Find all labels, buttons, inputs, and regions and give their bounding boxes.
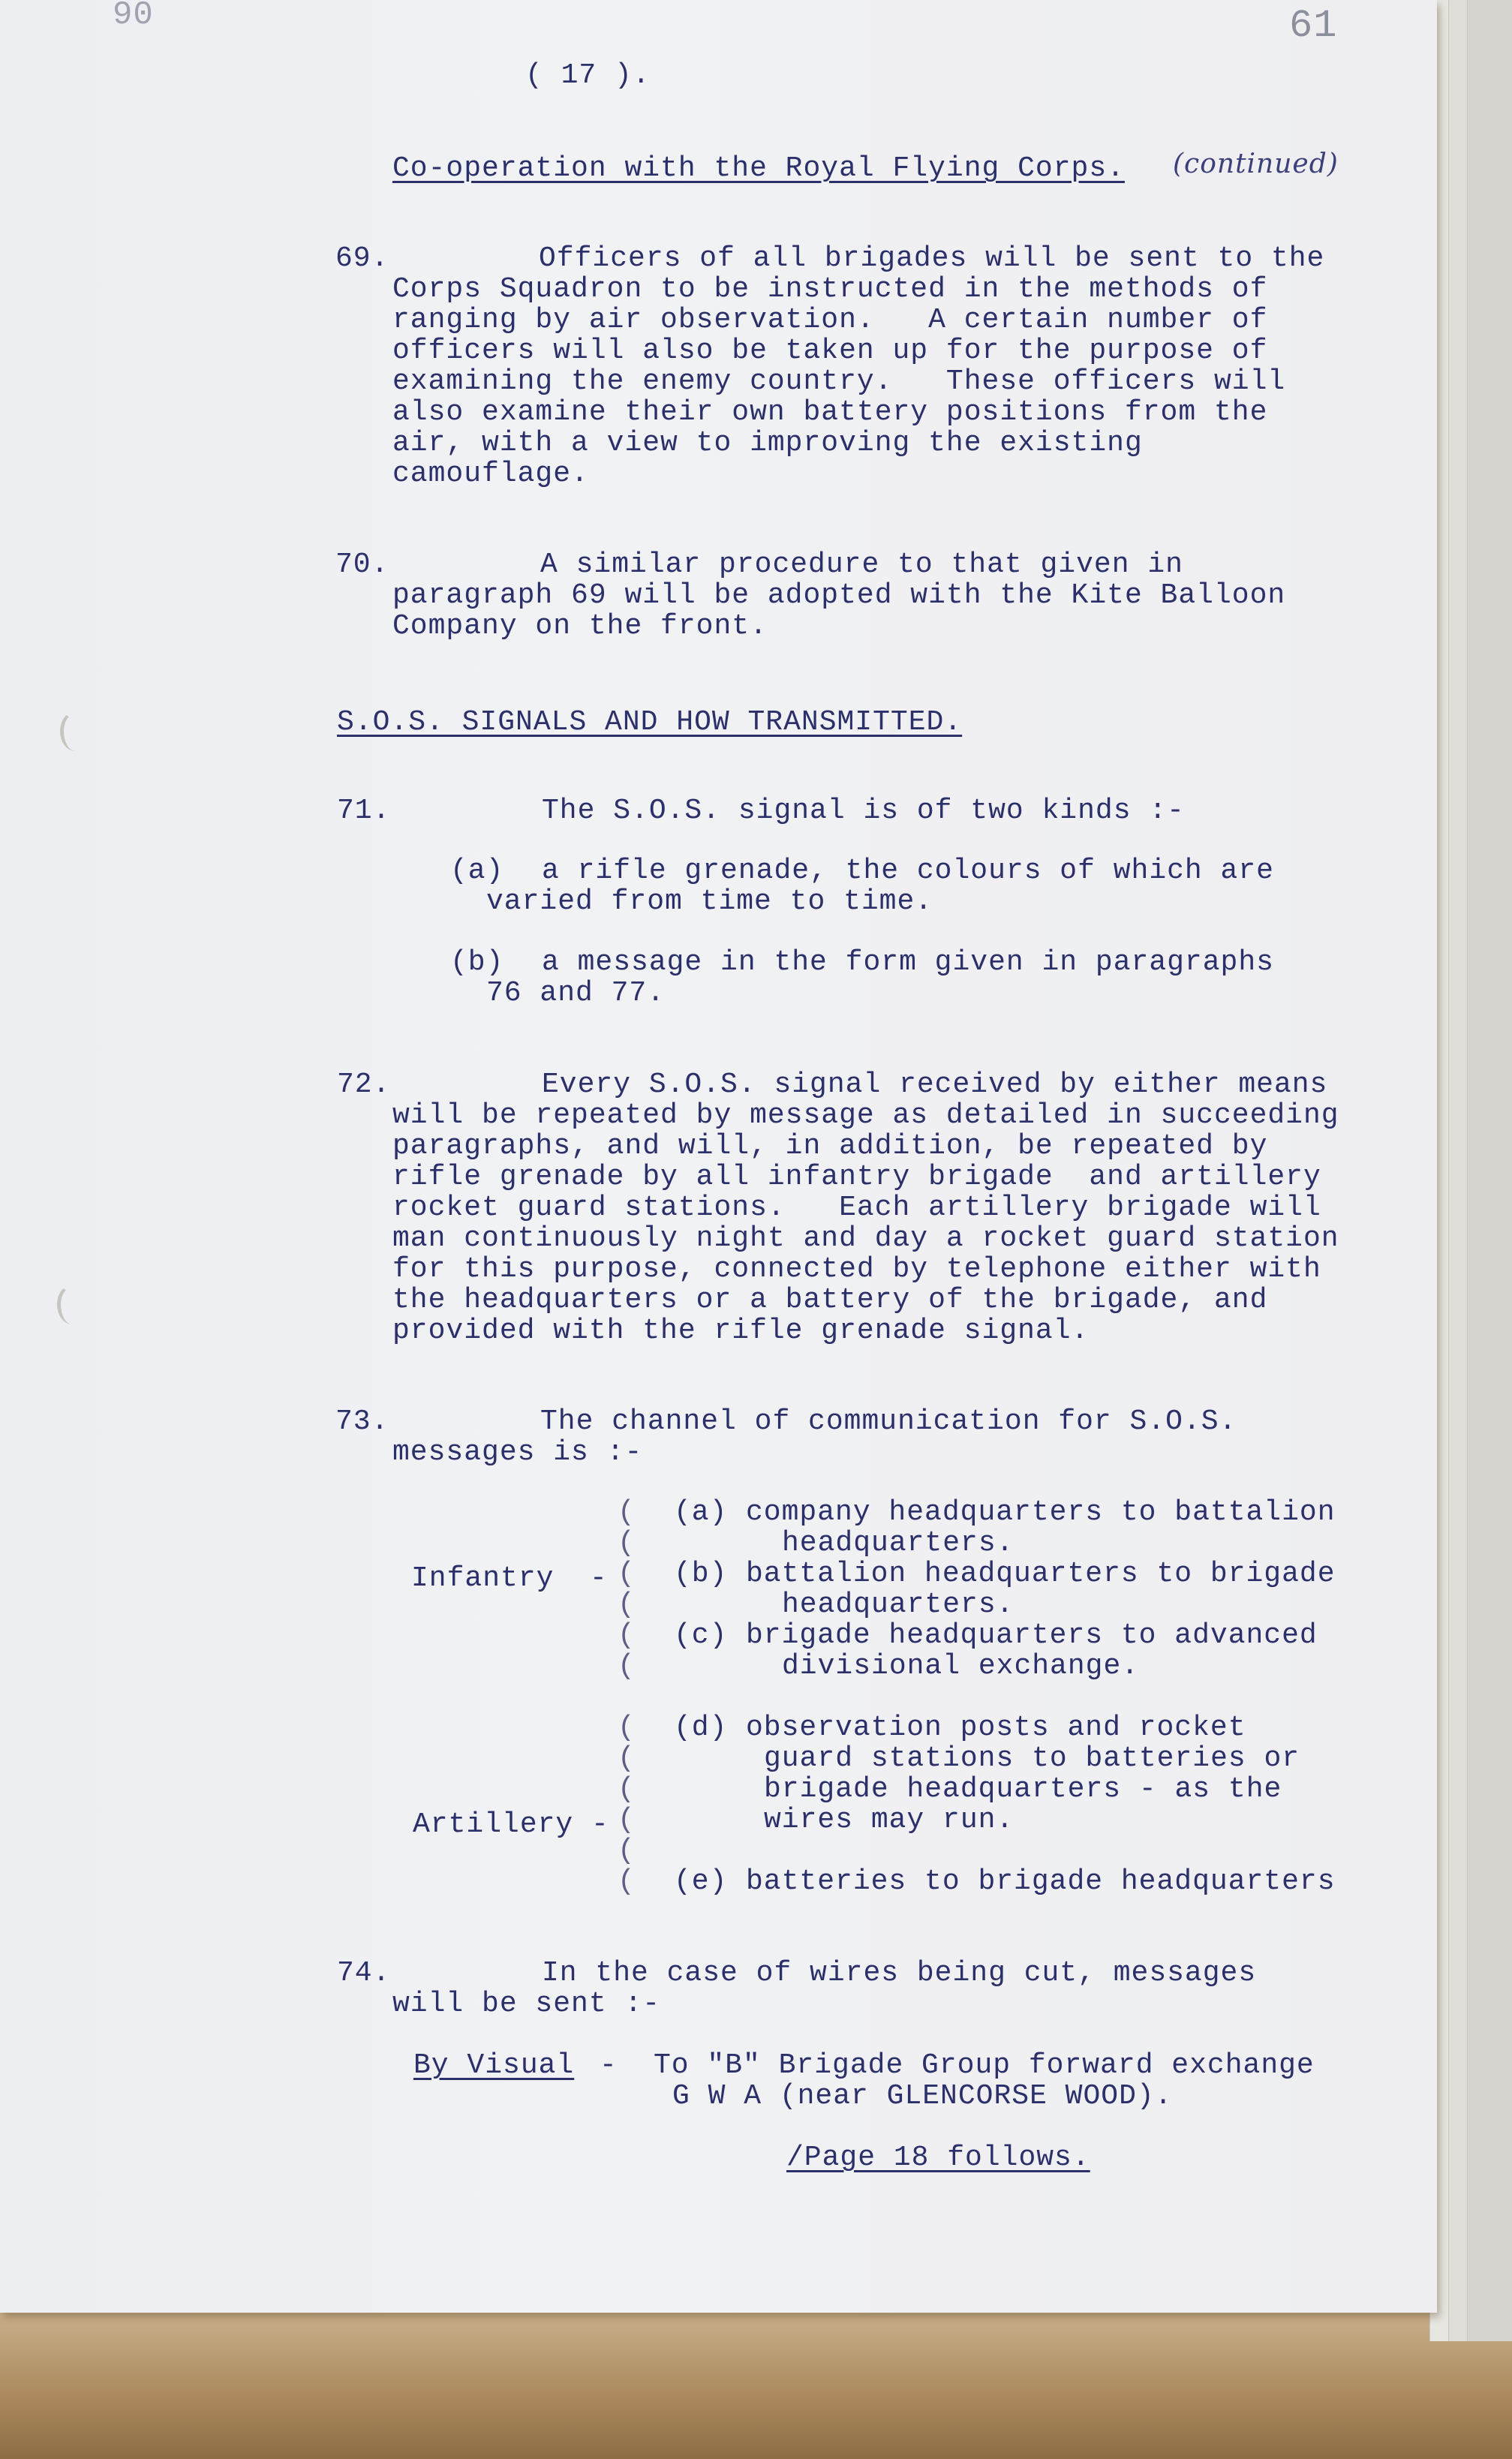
item-line: 76 and 77. (486, 977, 666, 1009)
paragraph-line: air, with a view to improving the existing (392, 427, 1143, 459)
paragraph-number: 73. (335, 1405, 389, 1438)
item-line: a message in the form given in paragraphs (542, 946, 1274, 978)
underlying-page (1467, 0, 1512, 2341)
item-line: battalion headquarters to brigade (746, 1558, 1336, 1590)
item-label: (a) (674, 1496, 728, 1529)
by-visual-dash: - (600, 2049, 618, 2082)
folio-mark: 90 (113, 0, 154, 34)
item-label: (e) (674, 1865, 728, 1898)
paragraph-line: ranging by air observation. A certain number of (392, 304, 1268, 336)
paragraph-line: messages is :- (392, 1436, 643, 1468)
paragraph-line: Corps Squadron to be instructed in the methods of (392, 273, 1268, 305)
paragraph-line: Officers of all brigades will be sent to the (539, 242, 1325, 275)
paragraph-line: for this purpose, connected by telephone either with (392, 1253, 1321, 1285)
item-line: company headquarters to battalion (746, 1496, 1336, 1529)
item-line: a rifle grenade, the colours of which are (542, 855, 1274, 887)
paragraph-line: A similar procedure to that given in (540, 549, 1183, 581)
item-line: wires may run. (764, 1804, 1015, 1836)
item-line: brigade headquarters - as the (764, 1773, 1282, 1805)
item-line: headquarters. (782, 1527, 1015, 1559)
paragraph-line: also examine their own battery positions from the (392, 396, 1268, 428)
paragraph-line: In the case of wires being cut, messages (542, 1957, 1257, 1989)
paragraph-line: rocket guard stations. Each artillery brigade will (392, 1192, 1321, 1224)
item-label: (a) (450, 855, 504, 887)
desk-surface (0, 2311, 1512, 2459)
section-title: Co-operation with the Royal Flying Corps. (392, 152, 1125, 185)
paragraph-line: rifle grenade by all infantry brigade and artillery (392, 1161, 1321, 1193)
paragraph-line: man continuously night and day a rocket guard station (392, 1222, 1339, 1255)
document-page: 90 61 ( 17 ). Co-operation with the Royal Flying Corps. (continued) 69. Officers of all brigades will be sent to the Corps Squadron to be instructed in the methods of ranging by air observation. A certain number of officers will also be taken up for the purpose of examining the enemy country. These officers will also examine their own battery positions from the air, with a view to improving the existing camouflage. 70. A similar procedure to that given in paragraph 69 will be adopted with the Kite Balloon Company on the front. S.O.S. SIGNALS AND HOW TRANSMITTED. 71. The S.O.S. signal is of two kinds :- (a) a rifle grenade, the colours of which are varied from time to time. (b) a message in the form given in paragraphs 76 and 77. 72. Every S.O.S. signal received by either means will be repeated by message as detailed in succeeding paragraphs, and will, in addition, be repeated by rifle grenade by all infantry brigade and artillery rocket guard stations. Each artillery brigade will man continuously night and day a rocket guard station for this purpose, connected by telephone either with the headquarters or a battery of the brigade, and provided with the rifle grenade signal. 73. The channel of communication for S.O.S. messages is :- ( ( ( ( ( ( Infantry - (a) company headquarters to battalion headquarters. (b) battalion headquarters to brigade headquarters. (c) brigade headquarters to advanced divisional exchange. ( ( ( ( ( ( Artillery - (d) observation posts and rocket guard stations to batteries or brigade headquarters - as the wires may run. (e) batteries to brigade headquarters 74. In the case of wires being cut, messages will be sent :- By Visual - To "B" Brigade Group forward exchange G W A (near GLENCORSE WOOD). /Page 18 follows. (0, 0, 1437, 2313)
paragraph-line: The channel of communication for S.O.S. (540, 1405, 1237, 1438)
paragraph-line: the headquarters or a battery of the brigade, and (392, 1284, 1268, 1316)
paragraph-line: paragraphs, and will, in addition, be repeated by (392, 1130, 1268, 1162)
paragraph-number: 74. (337, 1957, 391, 1989)
infantry-label: Infantry - (411, 1562, 608, 1595)
item-label: (b) (674, 1558, 728, 1590)
item-label: (d) (674, 1712, 728, 1744)
handwritten-page-number: 61 (1289, 4, 1338, 48)
item-line: divisional exchange. (782, 1650, 1140, 1682)
artillery-label: Artillery - (413, 1808, 609, 1841)
paragraph-line: examining the enemy country. These officers will (392, 365, 1286, 398)
paragraph-number: 72. (337, 1069, 391, 1101)
page-label: ( 17 ). (525, 59, 651, 92)
paragraph-number: 71. (337, 795, 391, 827)
item-line: headquarters. (782, 1589, 1015, 1621)
item-line: varied from time to time. (486, 885, 933, 918)
paragraph-number: 70. (335, 549, 389, 581)
paragraph-number: 69. (335, 242, 389, 275)
paragraph-line: paragraph 69 will be adopted with the Kite Balloon (392, 579, 1286, 612)
section-heading: S.O.S. SIGNALS AND HOW TRANSMITTED. (337, 706, 963, 738)
paragraph-line: provided with the rifle grenade signal. (392, 1315, 1090, 1347)
by-visual-label: By Visual (413, 2049, 575, 2082)
paragraph-line: officers will also be taken up for the purpose of (392, 335, 1268, 367)
paragraph-line: camouflage. (392, 458, 589, 490)
item-line: batteries to brigade headquarters (746, 1865, 1336, 1898)
item-label: (b) (450, 946, 504, 978)
paragraph-line: Every S.O.S. signal received by either means (542, 1069, 1328, 1101)
page-follows-note: /Page 18 follows. (786, 2142, 1090, 2174)
item-line: brigade headquarters to advanced (746, 1619, 1318, 1652)
item-line: observation posts and rocket (746, 1712, 1246, 1744)
punch-hole-icon (60, 711, 91, 751)
by-visual-line: G W A (near GLENCORSE WOOD). (672, 2080, 1173, 2112)
continued-note: (continued) (1173, 149, 1339, 179)
paragraph-line: will be sent :- (392, 1988, 661, 2020)
paragraph-line: The S.O.S. signal is of two kinds :- (542, 795, 1185, 827)
item-label: (c) (674, 1619, 728, 1652)
paragraph-line: will be repeated by message as detailed in succeeding (392, 1099, 1339, 1132)
punch-hole-icon (57, 1285, 88, 1324)
by-visual-line: To "B" Brigade Group forward exchange (654, 2049, 1315, 2082)
paragraph-line: Company on the front. (392, 610, 768, 642)
item-line: guard stations to batteries or (764, 1742, 1300, 1775)
